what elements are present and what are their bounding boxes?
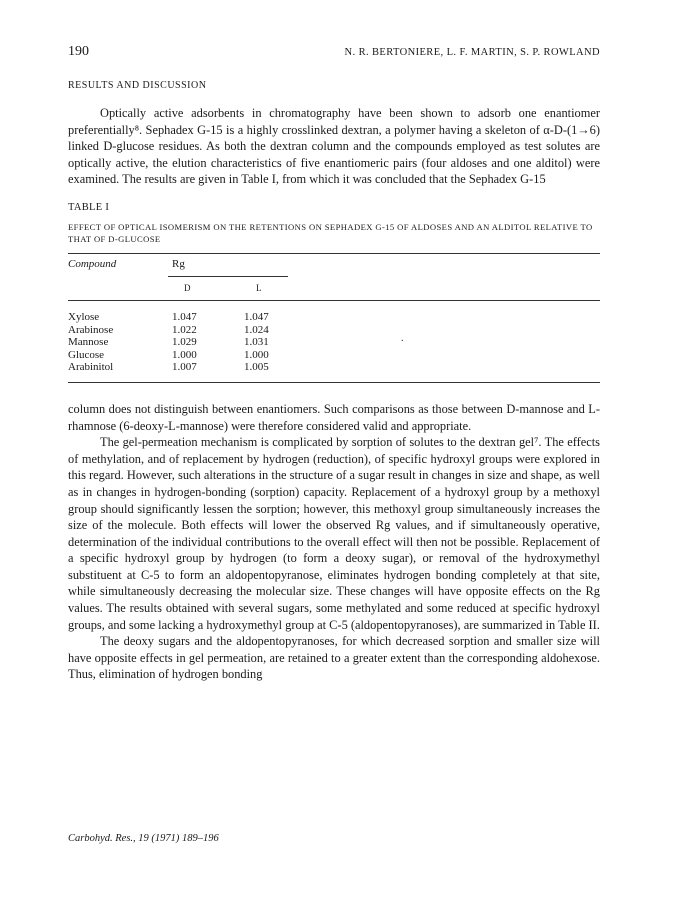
table-caption: EFFECT OF OPTICAL ISOMERISM ON THE RETENTIONS ON SEPHADEX G-15 OF ALDOSES AND AN ALDITOL RELATIVE TO THAT OF D-GLUCOSE: [68, 221, 593, 244]
body-paragraph-4: The deoxy sugars and the aldopentopyranoses, for which decreased sorption and smaller size will have opposite effects in gel permeation, are retained to a greater extent than the corresponding aldohexose. Thus, elimination of hydrogen bonding: [68, 634, 600, 682]
cell-compound: Mannose: [68, 336, 109, 349]
table-body: [68, 301, 600, 382]
table-row: [68, 349, 600, 362]
cell-d: 1.007: [172, 361, 197, 374]
cell-d: 1.029: [172, 336, 197, 349]
cell-d: 1.022: [172, 323, 197, 336]
column-header-l: L: [256, 282, 262, 293]
page-content: [68, 44, 600, 683]
column-header-d: D: [184, 282, 191, 293]
cell-l: 1.047: [244, 310, 269, 323]
cell-compound: Arabinitol: [68, 361, 114, 374]
cell-l: 1.031: [244, 336, 269, 349]
column-spanner-rule: [168, 276, 288, 277]
section-heading: RESULTS AND DISCUSSION: [68, 80, 207, 91]
table-header: [68, 254, 600, 300]
cell-d: 1.047: [172, 310, 197, 323]
cell-compound: Glucose: [68, 348, 105, 361]
stray-dot-mark: .: [401, 332, 404, 344]
table-label: TABLE I: [68, 201, 110, 213]
cell-d: 1.000: [172, 348, 197, 361]
cell-l: 1.024: [244, 323, 269, 336]
running-head-authors: N. R. BERTONIERE, L. F. MARTIN, S. P. ROWLAND: [344, 47, 600, 58]
cell-l: 1.005: [244, 361, 269, 374]
body-paragraph-3: The gel-permeation mechanism is complicated by sorption of solutes to the dextran gel⁷. The effects of methylation, and of replacement by hydrogen (reduction), of specific hydroxyl groups were explored in this regard. However, such alterations in the structure of a sugar result in changes in size and shape, as well as in changes in hydrogen-bonding (sorption) capacity. Replacement of a hydroxyl group by a methoxyl group should significantly lessen the sorption; however, this methoxyl group simultaneously increases the size of the molecule. Both effects will lower the observed Rg values, and if simultaneously operative, determination of the individual contributions to the overall effect will then not be possible. Replacement of a specific hydroxyl group by hydrogen (to form a deoxy sugar), or removal of the hydroxymethyl substituent at C-5 to form an aldopentopyranose, eliminates hydrogen bonding completely at that site, while simultaneously decreasing the molecular size. These changes will have opposite effects on the Rg values. The results obtained with several sugars, some methylated and some reduced at specific hydroxyl groups, and some lacking a hydroxymethyl group at C-5 (aldopentopyranoses), are summarized in Table II.: [68, 435, 600, 632]
journal-citation-footer: Carbohyd. Res., 19 (1971) 189–196: [68, 833, 219, 844]
page-header: [68, 44, 600, 64]
table-bottom-rule: [68, 382, 600, 383]
column-header-compound: Compound: [68, 257, 117, 270]
table-row: [68, 336, 600, 349]
cell-compound: Xylose: [68, 310, 100, 323]
table-row: [68, 324, 600, 337]
table-1: [68, 253, 600, 383]
table-row: [68, 311, 600, 324]
body-paragraph-2: column does not distinguish between enantiomers. Such comparisons as those between D-mannose and L-rhamnose (6-deoxy-L-mannose) were therefore considered valid and appropriate.: [68, 401, 600, 433]
page-number: 190: [68, 44, 89, 59]
cell-l: 1.000: [244, 348, 269, 361]
cell-compound: Arabinose: [68, 323, 114, 336]
column-header-rg: Rg: [172, 257, 185, 270]
table-row: [68, 361, 600, 374]
body-paragraph-1: Optically active adsorbents in chromatography have been shown to adsorb one enantiomer preferentially⁸. Sephadex G-15 is a highly crosslinked dextran, a polymer having a skeleton of α-D-(1→6) linked D-glucose residues. As both the dextran column and the compounds employed as test solutes are optically active, the elution characteristics of five enantiomeric pairs (four aldoses and one alditol) were examined. The results are given in Table I, from which it was concluded that the Sephadex G-15: [68, 106, 600, 187]
